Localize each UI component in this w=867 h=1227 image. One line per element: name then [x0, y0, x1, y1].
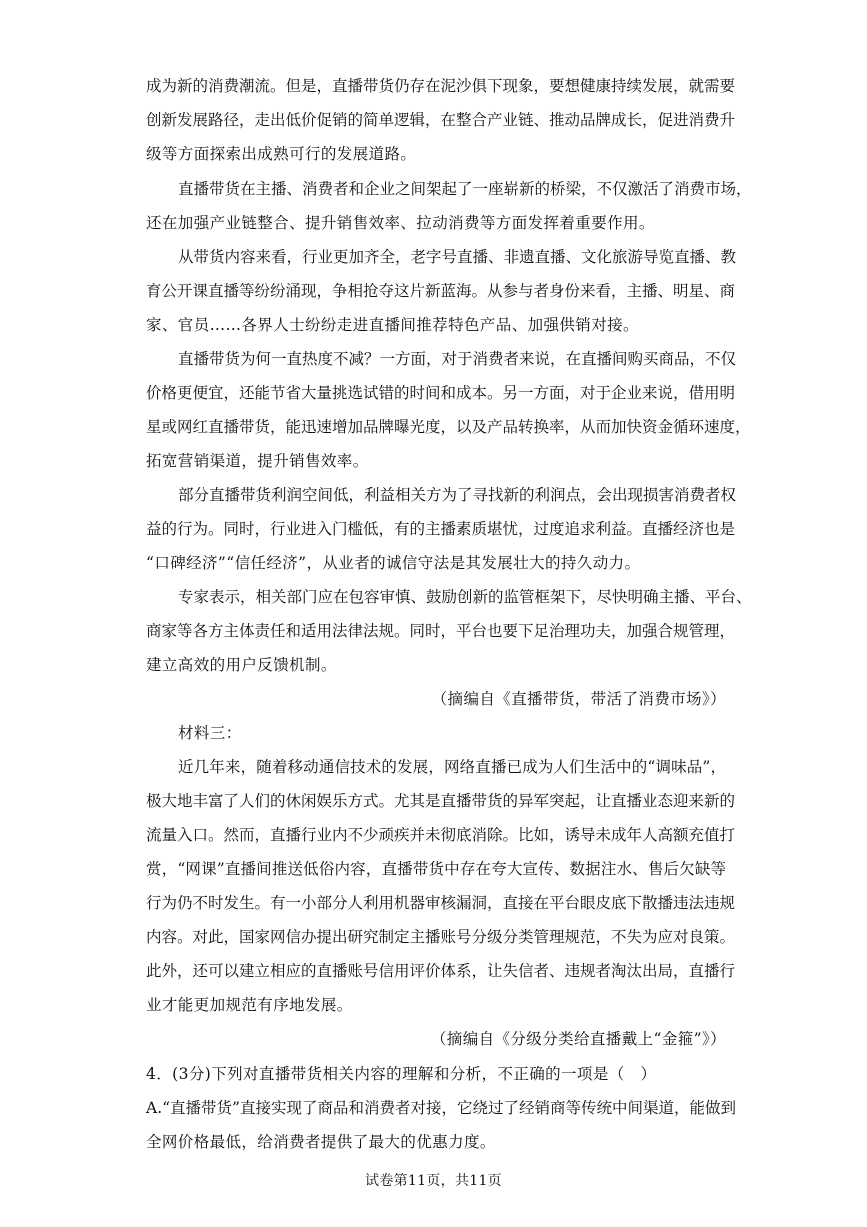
paragraph-line: 价格更便宜，还能节省大量挑选试错的时间和成本。另一方面，对于企业来说，借用明	[146, 384, 736, 402]
option-a-line: 全网价格最低，给消费者提供了最大的优惠力度。	[146, 1133, 496, 1151]
paragraph-line: 益的行为。同时，行业进入门槛低，有的主播素质堪忧，过度追求利益。直播经济也是	[146, 520, 736, 538]
paragraph-line: 赏，“网课”直播间推送低俗内容，直播带货中存在夸大宣传、数据注水、售后欠缺等	[146, 860, 726, 878]
paragraph-line: 建立高效的用户反馈机制。	[146, 656, 337, 674]
option-a-line: A.“直播带货”直接实现了商品和消费者对接，它绕过了经销商等传统中间渠道，能做到	[146, 1099, 736, 1117]
paragraph-line: 星或网红直播带货，能迅速增加品牌曝光度，以及产品转换率，从而加快资金循环速度，	[146, 418, 751, 436]
paragraph-line: 流量入口。然而，直播行业内不少顽疾并未彻底消除。比如，诱导未成年人高额充值打	[146, 826, 736, 844]
paragraph-line: 成为新的消费潮流。但是，直播带货仍存在泥沙俱下现象，要想健康持续发展，就需要	[146, 77, 736, 95]
paragraph-line: 内容。对此，国家网信办提出研究制定主播账号分级分类管理规范，不失为应对良策。	[146, 928, 736, 946]
paragraph-line: 专家表示，相关部门应在包容审慎、鼓励创新的监管框架下，尽快明确主播、平台、	[178, 588, 752, 606]
paragraph-line: 极大地丰富了人们的休闲娱乐方式。尤其是直播带货的异军突起，让直播业态迎来新的	[146, 792, 736, 810]
paragraph-line: 直播带货为何一直热度不减？一方面，对于消费者来说，在直播间购买商品，不仅	[178, 350, 737, 368]
paragraph-line: 近几年来，随着移动通信技术的发展，网络直播已成为人们生活中的“调味品”，	[178, 758, 726, 776]
paragraph-line: “口碑经济”“信任经济”，从业者的诚信守法是其发展壮大的持久动力。	[146, 554, 641, 572]
paragraph-line: 级等方面探索出成熟可行的发展道路。	[146, 145, 417, 163]
source-citation: （摘编自《直播带货，带活了消费市场》）	[431, 690, 726, 708]
paragraph-line: 拓宽营销渠道，提升销售效率。	[146, 452, 369, 470]
paragraph-line: 还在加强产业链整合、提升销售效率、拉动消费等方面发挥着重要作用。	[146, 214, 655, 232]
source-citation: （摘编自《分级分类给直播戴上“金箍”》）	[430, 1030, 726, 1048]
paragraph-line: 此外，还可以建立相应的直播账号信用评价体系，让失信者、违规者淘汰出局，直播行	[146, 962, 736, 980]
paragraph-line: 直播带货在主播、消费者和企业之间架起了一座崭新的桥梁，不仅激活了消费市场，	[178, 180, 752, 198]
question-stem: 4．(3分)下列对直播带货相关内容的理解和分析，不正确的一项是（ ）	[146, 1065, 657, 1083]
paragraph-line: 育公开课直播等纷纷涌现，争相抢夺这片新蓝海。从参与者身份来看，主播、明星、商	[146, 282, 736, 300]
paragraph-line: 家、官员……各界人士纷纷走进直播间推荐特色产品、加强供销对接。	[146, 316, 639, 334]
paragraph-line: 商家等各方主体责任和适用法律法规。同时，平台也要下足治理功夫，加强合规管理，	[146, 622, 736, 640]
paragraph-line: 创新发展路径，走出低价促销的简单逻辑，在整合产业链、推动品牌成长，促进消费升	[146, 111, 736, 129]
paragraph-line: 业才能更加规范有序地发展。	[146, 996, 353, 1014]
paragraph-line: 部分直播带货利润空间低，利益相关方为了寻找新的利润点，会出现损害消费者权	[178, 486, 737, 504]
material-heading: 材料三：	[178, 724, 242, 742]
paragraph-line: 行为仍不时发生。有一小部分人利用机器审核漏洞，直接在平台眼皮底下散播违法违规	[146, 894, 736, 912]
page-footer: 试卷第11页，共11页	[365, 1173, 502, 1189]
paragraph-line: 从带货内容来看，行业更加齐全，老字号直播、非遗直播、文化旅游导览直播、教	[178, 248, 737, 266]
